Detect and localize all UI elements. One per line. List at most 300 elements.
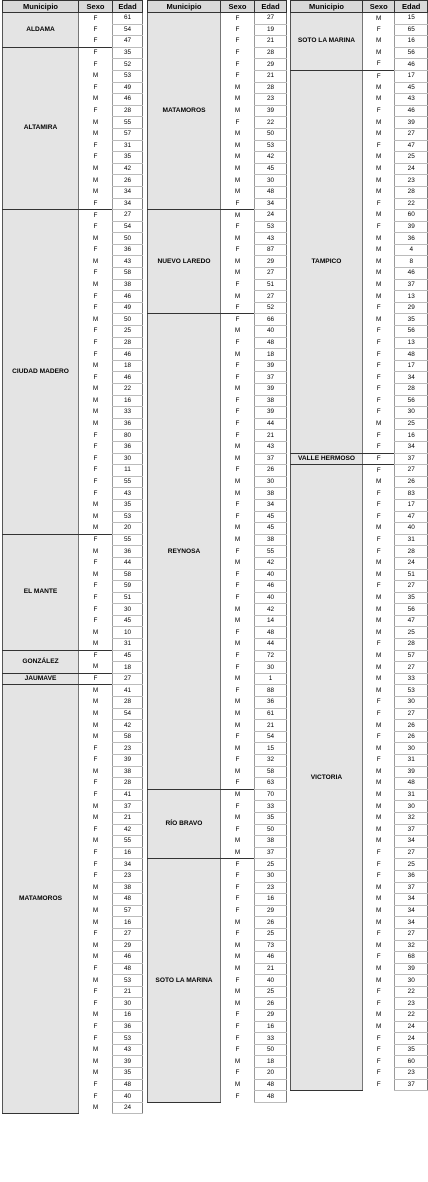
edad-cell: 25 — [395, 152, 428, 164]
edad-cell: 51 — [395, 569, 428, 581]
edad-cell: 25 — [113, 326, 143, 338]
edad-cell: 15 — [255, 743, 287, 755]
sexo-cell: F — [362, 870, 394, 882]
sexo-cell: M — [362, 569, 394, 581]
sexo-cell: F — [79, 349, 113, 361]
edad-cell: 42 — [255, 557, 287, 569]
sexo-cell: F — [221, 244, 255, 256]
edad-cell: 52 — [113, 59, 143, 71]
edad-cell: 33 — [255, 1033, 287, 1045]
edad-cell: 35 — [113, 47, 143, 59]
edad-cell: 27 — [113, 210, 143, 222]
edad-cell: 72 — [255, 650, 287, 662]
edad-cell: 17 — [395, 499, 428, 511]
edad-cell: 55 — [113, 476, 143, 488]
sexo-cell: F — [221, 882, 255, 894]
edad-cell: 21 — [113, 986, 143, 998]
edad-cell: 42 — [255, 152, 287, 164]
edad-cell: 40 — [255, 569, 287, 581]
sexo-cell: F — [79, 615, 113, 627]
sexo-cell: M — [79, 975, 113, 987]
edad-cell: 14 — [255, 615, 287, 627]
edad-cell: 34 — [395, 836, 428, 848]
edad-cell: 27 — [255, 291, 287, 303]
edad-cell: 27 — [395, 708, 428, 720]
municipio-cell: NUEVO LAREDO — [148, 210, 221, 314]
sexo-cell: M — [362, 662, 394, 674]
sexo-cell: F — [79, 453, 113, 465]
edad-cell: 46 — [113, 952, 143, 964]
sexo-cell: M — [221, 268, 255, 280]
edad-cell: 33 — [395, 673, 428, 685]
edad-cell: 39 — [255, 105, 287, 117]
sexo-cell: F — [362, 465, 394, 477]
municipio-cell: RÍO BRAVO — [148, 789, 221, 859]
sexo-cell: F — [221, 650, 255, 662]
municipio-header: Municipio — [291, 1, 363, 13]
sexo-cell: F — [79, 847, 113, 859]
edad-cell: 48 — [255, 337, 287, 349]
sexo-cell: F — [79, 221, 113, 233]
edad-cell: 22 — [395, 1010, 428, 1022]
edad-cell: 31 — [395, 755, 428, 767]
edad-cell: 50 — [255, 128, 287, 140]
sexo-cell: M — [221, 639, 255, 651]
table-row — [291, 453, 428, 465]
edad-cell: 47 — [113, 36, 143, 48]
sexo-cell: M — [79, 128, 113, 140]
sexo-cell: M — [79, 117, 113, 129]
sexo-cell: F — [362, 349, 394, 361]
sexo-cell: M — [221, 82, 255, 94]
municipio-cell: ALDAMA — [3, 13, 79, 48]
municipio-cell: CIUDAD MADERO — [3, 210, 79, 535]
edad-cell: 48 — [255, 186, 287, 198]
sexo-cell: F — [362, 1044, 394, 1056]
municipio-cell: EL MANTE — [3, 534, 79, 650]
edad-cell: 53 — [113, 511, 143, 523]
edad-cell: 43 — [395, 94, 428, 106]
municipio-cell: MATAMOROS — [3, 685, 79, 1114]
sexo-cell: F — [221, 360, 255, 372]
edad-cell: 40 — [255, 592, 287, 604]
edad-cell: 31 — [395, 534, 428, 546]
edad-cell: 55 — [113, 117, 143, 129]
sexo-cell: M — [79, 1068, 113, 1080]
edad-cell: 29 — [395, 302, 428, 314]
edad-cell: 55 — [113, 534, 143, 546]
sexo-cell: M — [362, 905, 394, 917]
sexo-cell: M — [362, 13, 394, 25]
edad-cell: 37 — [255, 372, 287, 384]
edad-cell: 38 — [113, 766, 143, 778]
edad-cell: 24 — [395, 557, 428, 569]
edad-cell: 30 — [395, 697, 428, 709]
edad-cell: 18 — [113, 662, 143, 674]
table-column-3 — [290, 0, 428, 1091]
edad-cell: 53 — [113, 1033, 143, 1045]
table-row — [291, 13, 428, 25]
table-row — [148, 210, 287, 222]
edad-cell: 16 — [113, 847, 143, 859]
sexo-cell: M — [221, 998, 255, 1010]
sexo-cell: F — [362, 441, 394, 453]
edad-cell: 73 — [255, 940, 287, 952]
sexo-cell: F — [221, 302, 255, 314]
sexo-cell: F — [362, 453, 394, 465]
edad-cell: 35 — [113, 1068, 143, 1080]
sexo-cell: F — [362, 499, 394, 511]
sexo-cell: M — [221, 163, 255, 175]
edad-cell: 34 — [255, 499, 287, 511]
edad-cell: 27 — [395, 928, 428, 940]
edad-cell: 4 — [395, 244, 428, 256]
edad-cell: 36 — [255, 697, 287, 709]
edad-cell: 38 — [255, 836, 287, 848]
edad-cell: 34 — [395, 905, 428, 917]
edad-cell: 46 — [113, 349, 143, 361]
sexo-cell: F — [79, 244, 113, 256]
sexo-cell: M — [362, 152, 394, 164]
edad-cell: 39 — [395, 221, 428, 233]
sexo-cell: M — [362, 685, 394, 697]
sexo-cell: M — [362, 210, 394, 222]
edad-cell: 40 — [255, 326, 287, 338]
sexo-cell: M — [221, 523, 255, 535]
edad-cell: 37 — [395, 453, 428, 465]
sexo-cell: M — [362, 743, 394, 755]
edad-cell: 50 — [113, 314, 143, 326]
edad-cell: 19 — [255, 24, 287, 36]
sexo-cell: M — [221, 604, 255, 616]
sexo-cell: M — [79, 731, 113, 743]
edad-cell: 44 — [255, 639, 287, 651]
edad-cell: 46 — [255, 581, 287, 593]
sexo-cell: F — [221, 70, 255, 82]
sexo-cell: M — [221, 441, 255, 453]
sexo-cell: F — [221, 511, 255, 523]
edad-cell: 40 — [113, 1091, 143, 1103]
sexo-cell: M — [221, 917, 255, 929]
edad-cell: 20 — [255, 1068, 287, 1080]
sexo-cell: F — [221, 592, 255, 604]
table-row — [3, 210, 143, 222]
sexo-cell: M — [362, 117, 394, 129]
edad-cell: 30 — [395, 407, 428, 419]
sexo-cell: M — [79, 384, 113, 396]
edad-cell: 31 — [395, 789, 428, 801]
sexo-cell: M — [362, 186, 394, 198]
edad-cell: 21 — [255, 36, 287, 48]
edad-cell: 43 — [113, 256, 143, 268]
edad-cell: 33 — [113, 407, 143, 419]
edad-cell: 24 — [395, 163, 428, 175]
edad-cell: 46 — [113, 94, 143, 106]
edad-cell: 18 — [113, 360, 143, 372]
sexo-cell: M — [362, 418, 394, 430]
sexo-cell: F — [221, 581, 255, 593]
sexo-cell: M — [221, 1079, 255, 1091]
edad-cell: 22 — [395, 986, 428, 998]
edad-cell: 54 — [113, 24, 143, 36]
edad-cell: 11 — [113, 465, 143, 477]
edad-cell: 24 — [255, 210, 287, 222]
edad-cell: 25 — [255, 928, 287, 940]
table-row — [148, 789, 287, 801]
edad-cell: 46 — [255, 952, 287, 964]
sexo-cell: F — [362, 998, 394, 1010]
sexo-cell: M — [362, 1021, 394, 1033]
edad-cell: 59 — [113, 581, 143, 593]
edad-cell: 26 — [395, 731, 428, 743]
edad-cell: 23 — [395, 1068, 428, 1080]
sexo-cell: M — [221, 210, 255, 222]
edad-cell: 38 — [255, 534, 287, 546]
sexo-cell: F — [221, 870, 255, 882]
sexo-cell: M — [221, 476, 255, 488]
edad-cell: 28 — [395, 546, 428, 558]
municipio-cell: REYNOSA — [148, 314, 221, 789]
sexo-cell: F — [79, 755, 113, 767]
edad-cell: 41 — [113, 789, 143, 801]
sexo-cell: F — [221, 1021, 255, 1033]
sexo-cell: M — [362, 476, 394, 488]
edad-cell: 8 — [395, 256, 428, 268]
edad-cell: 83 — [395, 488, 428, 500]
sexo-cell: M — [79, 186, 113, 198]
edad-cell: 53 — [255, 140, 287, 152]
sexo-cell: F — [79, 326, 113, 338]
edad-cell: 42 — [255, 604, 287, 616]
edad-cell: 46 — [395, 268, 428, 280]
sexo-cell: M — [221, 708, 255, 720]
edad-cell: 58 — [113, 569, 143, 581]
edad-cell: 31 — [113, 639, 143, 651]
edad-cell: 23 — [395, 998, 428, 1010]
sexo-cell: F — [79, 673, 113, 685]
sexo-cell: M — [79, 766, 113, 778]
sexo-cell: M — [362, 917, 394, 929]
edad-cell: 56 — [395, 326, 428, 338]
sexo-cell: F — [362, 731, 394, 743]
sexo-cell: F — [362, 546, 394, 558]
edad-cell: 54 — [113, 708, 143, 720]
sexo-cell: F — [221, 1044, 255, 1056]
table-row — [3, 650, 143, 662]
edad-cell: 15 — [395, 13, 428, 25]
edad-cell: 28 — [395, 186, 428, 198]
edad-cell: 56 — [395, 47, 428, 59]
sexo-cell: F — [362, 1068, 394, 1080]
table-row — [3, 685, 143, 697]
sexo-cell: F — [79, 928, 113, 940]
sexo-cell: M — [221, 326, 255, 338]
sexo-cell: F — [362, 407, 394, 419]
edad-cell: 36 — [395, 870, 428, 882]
sexo-cell: F — [221, 1033, 255, 1045]
table-row — [3, 673, 143, 685]
sexo-cell: F — [79, 210, 113, 222]
edad-cell: 63 — [255, 778, 287, 790]
edad-cell: 38 — [255, 395, 287, 407]
edad-cell: 39 — [395, 766, 428, 778]
municipio-cell: SOTO LA MARINA — [148, 859, 221, 1102]
sexo-cell: F — [221, 24, 255, 36]
sexo-cell: F — [79, 198, 113, 210]
sexo-cell: F — [221, 1010, 255, 1022]
sexo-cell: M — [79, 1102, 113, 1114]
edad-header: Edad — [255, 1, 287, 13]
edad-cell: 53 — [113, 975, 143, 987]
edad-cell: 23 — [113, 870, 143, 882]
table-column-2 — [147, 0, 287, 1103]
edad-cell: 66 — [255, 314, 287, 326]
sexo-cell: M — [221, 720, 255, 732]
table-row — [291, 70, 428, 82]
sexo-cell: M — [79, 499, 113, 511]
edad-cell: 20 — [113, 523, 143, 535]
edad-cell: 13 — [395, 337, 428, 349]
edad-cell: 36 — [395, 233, 428, 245]
edad-cell: 40 — [395, 523, 428, 535]
table-row — [148, 314, 287, 326]
edad-cell: 46 — [113, 291, 143, 303]
header-row — [291, 1, 428, 13]
edad-cell: 50 — [255, 1044, 287, 1056]
edad-cell: 47 — [395, 140, 428, 152]
edad-cell: 48 — [255, 627, 287, 639]
edad-cell: 38 — [113, 279, 143, 291]
sexo-cell: F — [79, 372, 113, 384]
edad-cell: 38 — [255, 488, 287, 500]
edad-cell: 55 — [113, 836, 143, 848]
sexo-cell: F — [221, 824, 255, 836]
edad-cell: 60 — [395, 1056, 428, 1068]
edad-cell: 27 — [255, 268, 287, 280]
edad-cell: 68 — [395, 952, 428, 964]
edad-cell: 57 — [395, 650, 428, 662]
edad-cell: 61 — [255, 708, 287, 720]
sexo-cell: F — [362, 952, 394, 964]
edad-cell: 43 — [255, 233, 287, 245]
edad-cell: 34 — [113, 198, 143, 210]
sexo-cell: M — [79, 708, 113, 720]
sexo-cell: M — [221, 766, 255, 778]
sexo-cell: M — [221, 986, 255, 998]
edad-cell: 30 — [255, 175, 287, 187]
sexo-cell: M — [221, 673, 255, 685]
table-row — [291, 465, 428, 477]
sexo-cell: M — [79, 639, 113, 651]
sexo-cell: M — [362, 604, 394, 616]
edad-cell: 16 — [113, 917, 143, 929]
sexo-cell: F — [221, 36, 255, 48]
edad-cell: 16 — [395, 430, 428, 442]
sexo-cell: M — [221, 847, 255, 859]
sexo-cell: M — [79, 720, 113, 732]
sexo-cell: F — [362, 59, 394, 71]
sexo-cell: M — [221, 940, 255, 952]
edad-cell: 29 — [255, 1010, 287, 1022]
sexo-header: Sexo — [79, 1, 113, 13]
sexo-cell: F — [79, 998, 113, 1010]
sexo-cell: F — [79, 24, 113, 36]
municipio-cell: GONZÁLEZ — [3, 650, 79, 673]
sexo-cell: M — [221, 256, 255, 268]
sexo-cell: F — [362, 581, 394, 593]
sexo-cell: M — [362, 824, 394, 836]
sexo-cell: F — [79, 291, 113, 303]
edad-cell: 35 — [395, 314, 428, 326]
municipio-header: Municipio — [148, 1, 221, 13]
sexo-cell: M — [362, 766, 394, 778]
sexo-cell: M — [79, 905, 113, 917]
sexo-cell: M — [362, 163, 394, 175]
edad-cell: 30 — [113, 604, 143, 616]
sexo-cell: F — [79, 592, 113, 604]
edad-cell: 40 — [255, 975, 287, 987]
edad-cell: 58 — [255, 766, 287, 778]
sexo-cell: F — [221, 975, 255, 987]
edad-cell: 23 — [255, 882, 287, 894]
sexo-cell: M — [79, 175, 113, 187]
sexo-cell: M — [79, 894, 113, 906]
sexo-cell: M — [79, 917, 113, 929]
edad-cell: 26 — [255, 998, 287, 1010]
edad-cell: 45 — [255, 511, 287, 523]
edad-cell: 37 — [255, 847, 287, 859]
sexo-cell: F — [362, 1056, 394, 1068]
sexo-cell: M — [362, 128, 394, 140]
edad-cell: 53 — [395, 685, 428, 697]
edad-cell: 35 — [395, 1044, 428, 1056]
data-table — [290, 0, 428, 1091]
edad-cell: 37 — [395, 279, 428, 291]
sexo-cell: F — [221, 499, 255, 511]
sexo-cell: F — [79, 337, 113, 349]
sexo-cell: F — [221, 894, 255, 906]
edad-cell: 26 — [395, 476, 428, 488]
sexo-cell: M — [362, 720, 394, 732]
sexo-cell: F — [362, 430, 394, 442]
edad-cell: 48 — [255, 1079, 287, 1091]
edad-cell: 53 — [255, 221, 287, 233]
municipio-header: Municipio — [3, 1, 79, 13]
edad-cell: 41 — [113, 685, 143, 697]
sexo-cell: F — [79, 268, 113, 280]
sexo-cell: F — [221, 928, 255, 940]
sexo-cell: M — [362, 36, 394, 48]
edad-cell: 45 — [113, 650, 143, 662]
sexo-cell: F — [221, 47, 255, 59]
sexo-cell: M — [79, 1010, 113, 1022]
edad-cell: 28 — [395, 384, 428, 396]
sexo-cell: M — [221, 186, 255, 198]
edad-cell: 28 — [395, 639, 428, 651]
edad-cell: 30 — [395, 975, 428, 987]
sexo-cell: M — [362, 812, 394, 824]
sexo-cell: F — [362, 384, 394, 396]
edad-cell: 57 — [113, 128, 143, 140]
municipio-cell: TAMPICO — [291, 70, 363, 453]
sexo-cell: F — [221, 1068, 255, 1080]
edad-cell: 23 — [255, 94, 287, 106]
sexo-cell: M — [362, 778, 394, 790]
sexo-cell: M — [79, 511, 113, 523]
edad-cell: 27 — [395, 662, 428, 674]
edad-cell: 28 — [113, 105, 143, 117]
edad-cell: 30 — [113, 453, 143, 465]
